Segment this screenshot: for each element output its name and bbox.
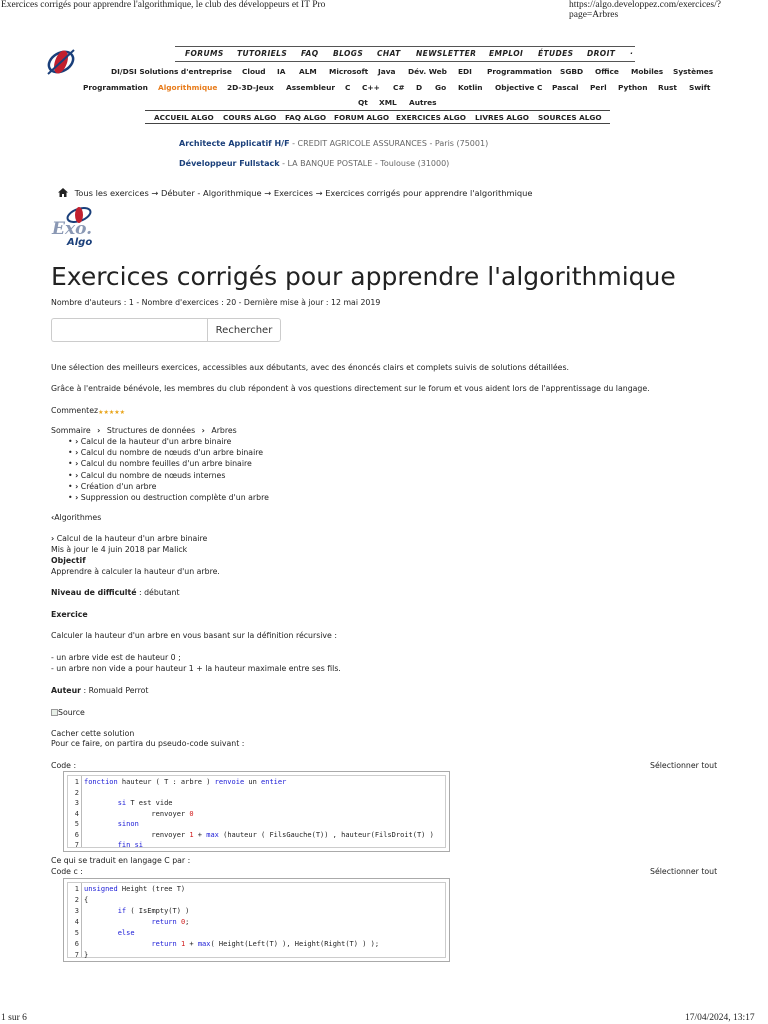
comment-link[interactable] bbox=[51, 406, 125, 416]
cat-systemes[interactable]: Systèmes bbox=[673, 67, 714, 76]
exo-logo-line2: Algo bbox=[67, 237, 93, 248]
code2-select-all[interactable]: Sélectionner tout bbox=[650, 867, 718, 876]
nav-emploi[interactable]: EMPLOI bbox=[489, 49, 524, 58]
algo-accueil[interactable]: ACCUEIL ALGO bbox=[154, 113, 214, 122]
sommaire-structures[interactable]: Structures de données bbox=[106, 426, 196, 435]
line-number: 4 bbox=[74, 918, 79, 926]
line-number: 7 bbox=[74, 841, 79, 849]
algo-forum[interactable]: FORUM ALGO bbox=[334, 113, 390, 122]
arrow-right-icon: → bbox=[315, 188, 326, 198]
toc-item-label: Suppression ou destruction complète d'un arbre bbox=[80, 493, 269, 502]
cat-edi[interactable]: EDI bbox=[458, 67, 472, 76]
search-input[interactable] bbox=[51, 318, 208, 342]
toc-item-label: Calcul du nombre de nœuds internes bbox=[80, 471, 226, 480]
job-title-1: Architecte Applicatif H/F bbox=[179, 139, 290, 148]
nav-newsletter[interactable]: NEWSLETTER bbox=[416, 49, 477, 58]
nav-tutoriels[interactable]: TUTORIELS bbox=[237, 49, 288, 58]
page-meta: Nombre d'auteurs : 1 - Nombre d'exercices : 20 - Dernière mise à jour : 12 mai 2019 bbox=[51, 298, 381, 307]
lang-xml[interactable]: XML bbox=[379, 98, 397, 107]
lang-swift[interactable]: Swift bbox=[689, 83, 711, 92]
chevron-right-icon: › bbox=[201, 426, 205, 435]
lang-kotlin[interactable]: Kotlin bbox=[458, 83, 483, 92]
chevron-right-icon: › bbox=[51, 534, 55, 543]
code2-label: Code c : bbox=[51, 867, 83, 876]
sommaire-link[interactable]: Sommaire bbox=[51, 426, 91, 435]
lang-c[interactable]: C bbox=[345, 83, 351, 92]
back-link[interactable] bbox=[51, 513, 101, 522]
cat-devweb[interactable]: Dév. Web bbox=[408, 67, 447, 76]
code1-label: Code : bbox=[51, 761, 77, 770]
cat-mobiles[interactable]: Mobiles bbox=[631, 67, 664, 76]
lang-2d3d[interactable]: 2D-3D-Jeux bbox=[227, 83, 274, 92]
code-line: sinon bbox=[117, 820, 139, 828]
toc-item-label: Calcul du nombre de nœuds d'un arbre binaire bbox=[80, 448, 264, 457]
nav-faq[interactable]: FAQ bbox=[301, 49, 319, 58]
lang-algorithmique[interactable]: Algorithmique bbox=[158, 83, 218, 92]
rating-stars-icon: ★★★★★ bbox=[98, 409, 125, 416]
line-number: 4 bbox=[74, 809, 79, 818]
lang-python[interactable]: Python bbox=[618, 83, 648, 92]
breadcrumb-all[interactable]: Tous les exercices bbox=[74, 188, 149, 198]
exo-algo-logo bbox=[52, 205, 104, 251]
toc-item[interactable]: • › Calcul de la hauteur d'un arbre binaire bbox=[68, 437, 232, 446]
code-line: else bbox=[117, 929, 135, 937]
cat-office[interactable]: Office bbox=[595, 67, 619, 76]
line-number: 5 bbox=[74, 929, 79, 937]
line-number: 3 bbox=[74, 907, 79, 915]
back-link-label: Algorithmes bbox=[54, 513, 102, 522]
algo-sources[interactable]: SOURCES ALGO bbox=[538, 113, 602, 122]
lang-go[interactable]: Go bbox=[435, 83, 447, 92]
chevron-right-icon: › bbox=[97, 426, 101, 435]
code-line: fonction hauteur ( T : arbre ) renvoie un entier bbox=[84, 778, 287, 786]
line-number: 2 bbox=[74, 896, 79, 904]
code-line: fin si bbox=[117, 841, 144, 849]
algo-cours[interactable]: COURS ALGO bbox=[223, 113, 277, 122]
code-line: return 1 + max( Height(Left(T) ), Height(Right(T) ) ); bbox=[151, 940, 380, 948]
job-ad-2[interactable] bbox=[179, 159, 449, 168]
line-number: 5 bbox=[74, 820, 79, 828]
exercice-heading: Exercice bbox=[51, 610, 88, 619]
objectif-heading: Objectif bbox=[51, 556, 86, 565]
print-page-number: 1 sur 6 bbox=[1, 1013, 27, 1023]
lang-rust[interactable]: Rust bbox=[658, 83, 677, 92]
algo-nav bbox=[145, 110, 610, 124]
cat-ia[interactable]: IA bbox=[277, 67, 286, 76]
sommaire-arbres[interactable]: Arbres bbox=[211, 426, 237, 435]
arrow-right-icon: → bbox=[151, 188, 161, 198]
intro-paragraph-2: Grâce à l'entraide bénévole, les membres du club répondent à vos questions directement sur le forum et vous aident lors de l'apprentissage du langage. bbox=[51, 384, 650, 393]
line-number: 1 bbox=[74, 885, 79, 893]
toc-item-label: Calcul du nombre feuilles d'un arbre binaire bbox=[80, 459, 252, 468]
sommaire-breadcrumb bbox=[51, 426, 237, 435]
nav-etudes[interactable]: ÉTUDES bbox=[538, 49, 574, 58]
category-nav-2 bbox=[0, 83, 768, 93]
code-block-c[interactable] bbox=[63, 878, 450, 962]
code-line: return 0; bbox=[151, 918, 190, 926]
job-company-2: - LA BANQUE POSTALE - Toulouse (31000) bbox=[279, 159, 450, 168]
toc-item[interactable]: • › Calcul du nombre de nœuds internes bbox=[68, 471, 226, 480]
search-button[interactable]: Rechercher bbox=[207, 318, 281, 342]
cat-programmation[interactable]: Programmation bbox=[487, 67, 552, 76]
translate-text: Ce qui se traduit en langage C par : bbox=[51, 856, 191, 865]
cat-cloud[interactable]: Cloud bbox=[242, 67, 266, 76]
lang-programmation[interactable]: Programmation bbox=[83, 83, 148, 92]
source-label: Source bbox=[58, 708, 85, 717]
auteur-value: : Romuald Perrot bbox=[81, 686, 149, 695]
code-line: { bbox=[84, 896, 89, 904]
cat-sgbd[interactable]: SGBD bbox=[560, 67, 584, 76]
breadcrumb-current: Exercices corrigés pour apprendre l'algorithmique bbox=[325, 188, 533, 198]
category-nav-1 bbox=[0, 67, 768, 77]
breadcrumb bbox=[58, 188, 533, 199]
code-line: renvoyer 1 + max (hauteur ( FilsGauche(T)) , hauteur(FilsDroit(T) ) bbox=[84, 830, 434, 839]
nav-blogs[interactable]: BLOGS bbox=[333, 49, 364, 58]
main-nav bbox=[175, 46, 635, 62]
exercise-title-label: Calcul de la hauteur d'un arbre binaire bbox=[56, 534, 208, 543]
objectif-text: Apprendre à calculer la hauteur d'un arbre. bbox=[51, 567, 220, 576]
code-line: } bbox=[84, 951, 89, 959]
toc-item[interactable]: • › Calcul du nombre feuilles d'un arbre binaire bbox=[68, 459, 252, 468]
code1-select-all[interactable]: Sélectionner tout bbox=[650, 761, 718, 770]
solution-intro: Pour ce faire, on partira du pseudo-code suivant : bbox=[51, 739, 245, 748]
print-url: https://algo.developpez.com/exercices/?page=Arbres bbox=[569, 0, 721, 20]
exercise-statement: Calculer la hauteur d'un arbre en vous basant sur la définition récursive : bbox=[51, 631, 337, 640]
chevron-left-icon: ‹ bbox=[51, 513, 55, 522]
source-link[interactable] bbox=[51, 708, 85, 717]
exercise-updated: Mis à jour le 4 juin 2018 par Malick bbox=[51, 545, 188, 554]
algo-exercices[interactable]: EXERCICES ALGO bbox=[396, 113, 466, 122]
line-number: 1 bbox=[74, 778, 79, 786]
nav-chat[interactable]: CHAT bbox=[377, 49, 401, 58]
arrow-right-icon: → bbox=[264, 188, 274, 198]
image-icon bbox=[51, 709, 58, 716]
code-line: unsigned Height (tree T) bbox=[84, 885, 186, 893]
lang-csharp[interactable]: C# bbox=[393, 83, 405, 92]
code-line: renvoyer 0 bbox=[84, 809, 194, 818]
category-nav-3 bbox=[0, 98, 768, 108]
lang-d[interactable]: D bbox=[416, 83, 423, 92]
line-number: 6 bbox=[74, 940, 79, 948]
code-block-pseudo[interactable] bbox=[63, 771, 450, 852]
lang-pascal[interactable]: Pascal bbox=[552, 83, 579, 92]
auteur-label: Auteur bbox=[51, 686, 81, 695]
job-title-2: Développeur Fullstack bbox=[179, 159, 280, 168]
nav-droit[interactable]: DROIT bbox=[587, 49, 616, 58]
exercise-rule-1: - un arbre vide est de hauteur 0 ; bbox=[51, 653, 181, 662]
niveau-label: Niveau de difficulté bbox=[51, 588, 137, 597]
line-number: 6 bbox=[74, 830, 79, 839]
exercise-title bbox=[51, 534, 207, 543]
job-company-1: - CREDIT AGRICOLE ASSURANCES - Paris (75001) bbox=[289, 139, 489, 148]
cat-dsi[interactable]: DI/DSI Solutions d'entreprise bbox=[111, 67, 232, 76]
exo-logo-line1: Exo. bbox=[52, 219, 93, 239]
lang-autres[interactable]: Autres bbox=[409, 98, 437, 107]
breadcrumb-exercices[interactable]: Exercices bbox=[273, 188, 313, 198]
toc-item[interactable]: • › Calcul du nombre de nœuds d'un arbre binaire bbox=[68, 448, 264, 457]
toc-item[interactable]: • › Suppression ou destruction complète d'un arbre bbox=[68, 493, 269, 502]
code-line: if ( IsEmpty(T) ) bbox=[117, 907, 190, 915]
lang-qt[interactable]: Qt bbox=[358, 98, 368, 107]
niveau bbox=[51, 588, 180, 597]
algo-faq[interactable]: FAQ ALGO bbox=[285, 113, 327, 122]
comment-label: Commentez bbox=[51, 406, 99, 415]
cat-microsoft[interactable]: Microsoft bbox=[329, 67, 369, 76]
print-date: 17/04/2024, 13:17 bbox=[685, 1013, 755, 1023]
hide-solution-link[interactable]: Cacher cette solution bbox=[51, 729, 135, 738]
job-ad-1[interactable] bbox=[179, 139, 488, 148]
line-number: 2 bbox=[74, 788, 79, 797]
lang-assembleur[interactable]: Assembleur bbox=[286, 83, 335, 92]
cat-java[interactable]: Java bbox=[378, 67, 396, 76]
intro-paragraph-1: Une sélection des meilleurs exercices, accessibles aux débutants, avec des énoncés clairs et complets suivis de solutions détaillées. bbox=[51, 363, 570, 372]
toc-item-label: Création d'un arbre bbox=[80, 482, 157, 491]
nav-more[interactable]: · bbox=[630, 49, 634, 58]
auteur bbox=[51, 686, 148, 695]
toc-item-label: Calcul de la hauteur d'un arbre binaire bbox=[80, 437, 232, 446]
line-number: 3 bbox=[74, 799, 79, 807]
exercise-rule-2: - un arbre non vide a pour hauteur 1 + la hauteur maximale entre ses fils. bbox=[51, 664, 341, 673]
print-title: Exercices corrigés pour apprendre l'algorithmique, le club des développeurs et IT Pro bbox=[1, 0, 326, 10]
lang-perl[interactable]: Perl bbox=[590, 83, 607, 92]
lang-cpp[interactable]: C++ bbox=[362, 83, 380, 92]
niveau-value: : débutant bbox=[136, 588, 180, 597]
page-title: Exercices corrigés pour apprendre l'algorithmique bbox=[51, 262, 676, 291]
code-line: si T est vide bbox=[117, 799, 173, 807]
line-number: 7 bbox=[74, 951, 79, 959]
lang-objc[interactable]: Objective C bbox=[495, 83, 543, 92]
home-icon[interactable] bbox=[58, 188, 68, 199]
toc-item[interactable]: • › Création d'un arbre bbox=[68, 482, 157, 491]
breadcrumb-debuter[interactable]: Débuter - Algorithmique bbox=[161, 188, 262, 198]
nav-forums[interactable]: FORUMS bbox=[185, 49, 224, 58]
algo-livres[interactable]: LIVRES ALGO bbox=[475, 113, 529, 122]
cat-alm[interactable]: ALM bbox=[299, 67, 317, 76]
